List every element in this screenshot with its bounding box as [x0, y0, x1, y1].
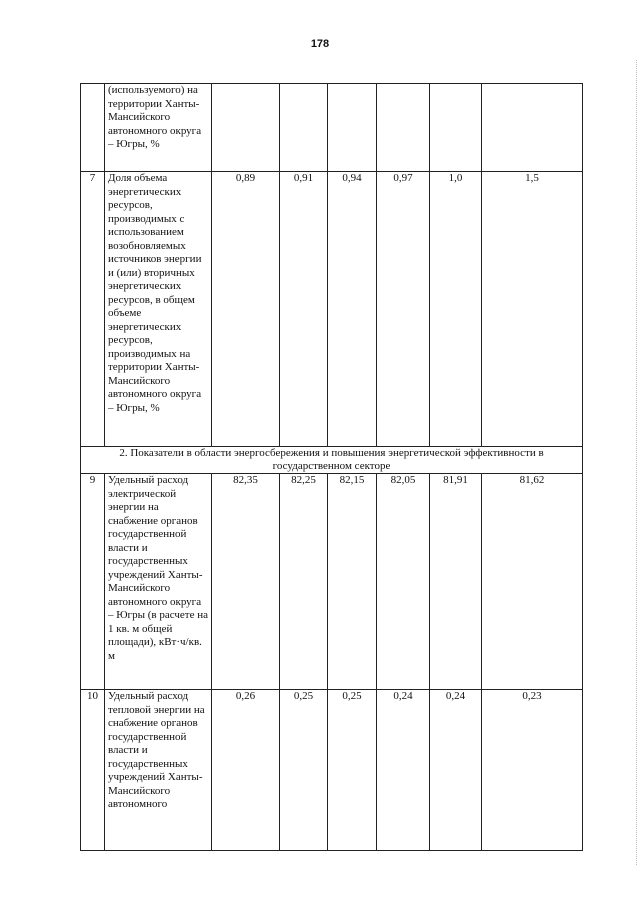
table-row — [81, 172, 583, 447]
value-cell: 82,05 — [377, 474, 430, 690]
value-cell — [212, 84, 280, 172]
table-row — [81, 690, 583, 851]
indicator-name: Доля объема энергетических ресурсов, производимых с использованием возобновляемых источников энергии и (или) вторичных энергетических ресурсов, в общем объеме энергетических ресурсов, производимых на территории Ханты-Мансийского автономного округа – Югры, % — [105, 172, 212, 447]
indicator-name: (используемого) на территории Ханты-Мансийского автономного округа – Югры, % — [105, 84, 212, 172]
value-cell — [377, 84, 430, 172]
value-cell: 0,89 — [212, 172, 280, 447]
row-number: 7 — [81, 172, 105, 447]
value-cell: 0,23 — [482, 690, 583, 851]
value-cell — [430, 84, 482, 172]
value-cell: 0,25 — [328, 690, 377, 851]
value-cell: 0,24 — [430, 690, 482, 851]
section-header-row — [81, 447, 583, 474]
row-number: 10 — [81, 690, 105, 851]
value-cell: 0,24 — [377, 690, 430, 851]
indicator-name: Удельный расход тепловой энергии на снабжение органов государственной власти и государственных учреждений Ханты-Мансийского автономного — [105, 690, 212, 851]
value-cell: 0,25 — [280, 690, 328, 851]
indicator-name: Удельный расход электрической энергии на снабжение органов государственной власти и государственных учреждений Ханты-Мансийского автономного округа – Югры (в расчете на 1 кв. м общей площади), кВт·ч/кв. м — [105, 474, 212, 690]
value-cell: 0,26 — [212, 690, 280, 851]
value-cell: 82,35 — [212, 474, 280, 690]
section-heading: 2. Показатели в области энергосбережения и повышения энергетической эффективности в государственном секторе — [81, 447, 583, 474]
value-cell: 0,91 — [280, 172, 328, 447]
row-number — [81, 84, 105, 172]
value-cell — [482, 84, 583, 172]
table-row — [81, 84, 583, 172]
value-cell: 0,94 — [328, 172, 377, 447]
value-cell — [328, 84, 377, 172]
value-cell: 0,97 — [377, 172, 430, 447]
value-cell: 1,0 — [430, 172, 482, 447]
scan-edge-mark — [636, 60, 637, 865]
page-number: 178 — [310, 38, 330, 50]
value-cell: 81,91 — [430, 474, 482, 690]
value-cell: 82,25 — [280, 474, 328, 690]
value-cell: 1,5 — [482, 172, 583, 447]
row-number: 9 — [81, 474, 105, 690]
value-cell: 81,62 — [482, 474, 583, 690]
value-cell — [280, 84, 328, 172]
value-cell: 82,15 — [328, 474, 377, 690]
indicators-table — [80, 83, 583, 851]
table-row — [81, 474, 583, 690]
